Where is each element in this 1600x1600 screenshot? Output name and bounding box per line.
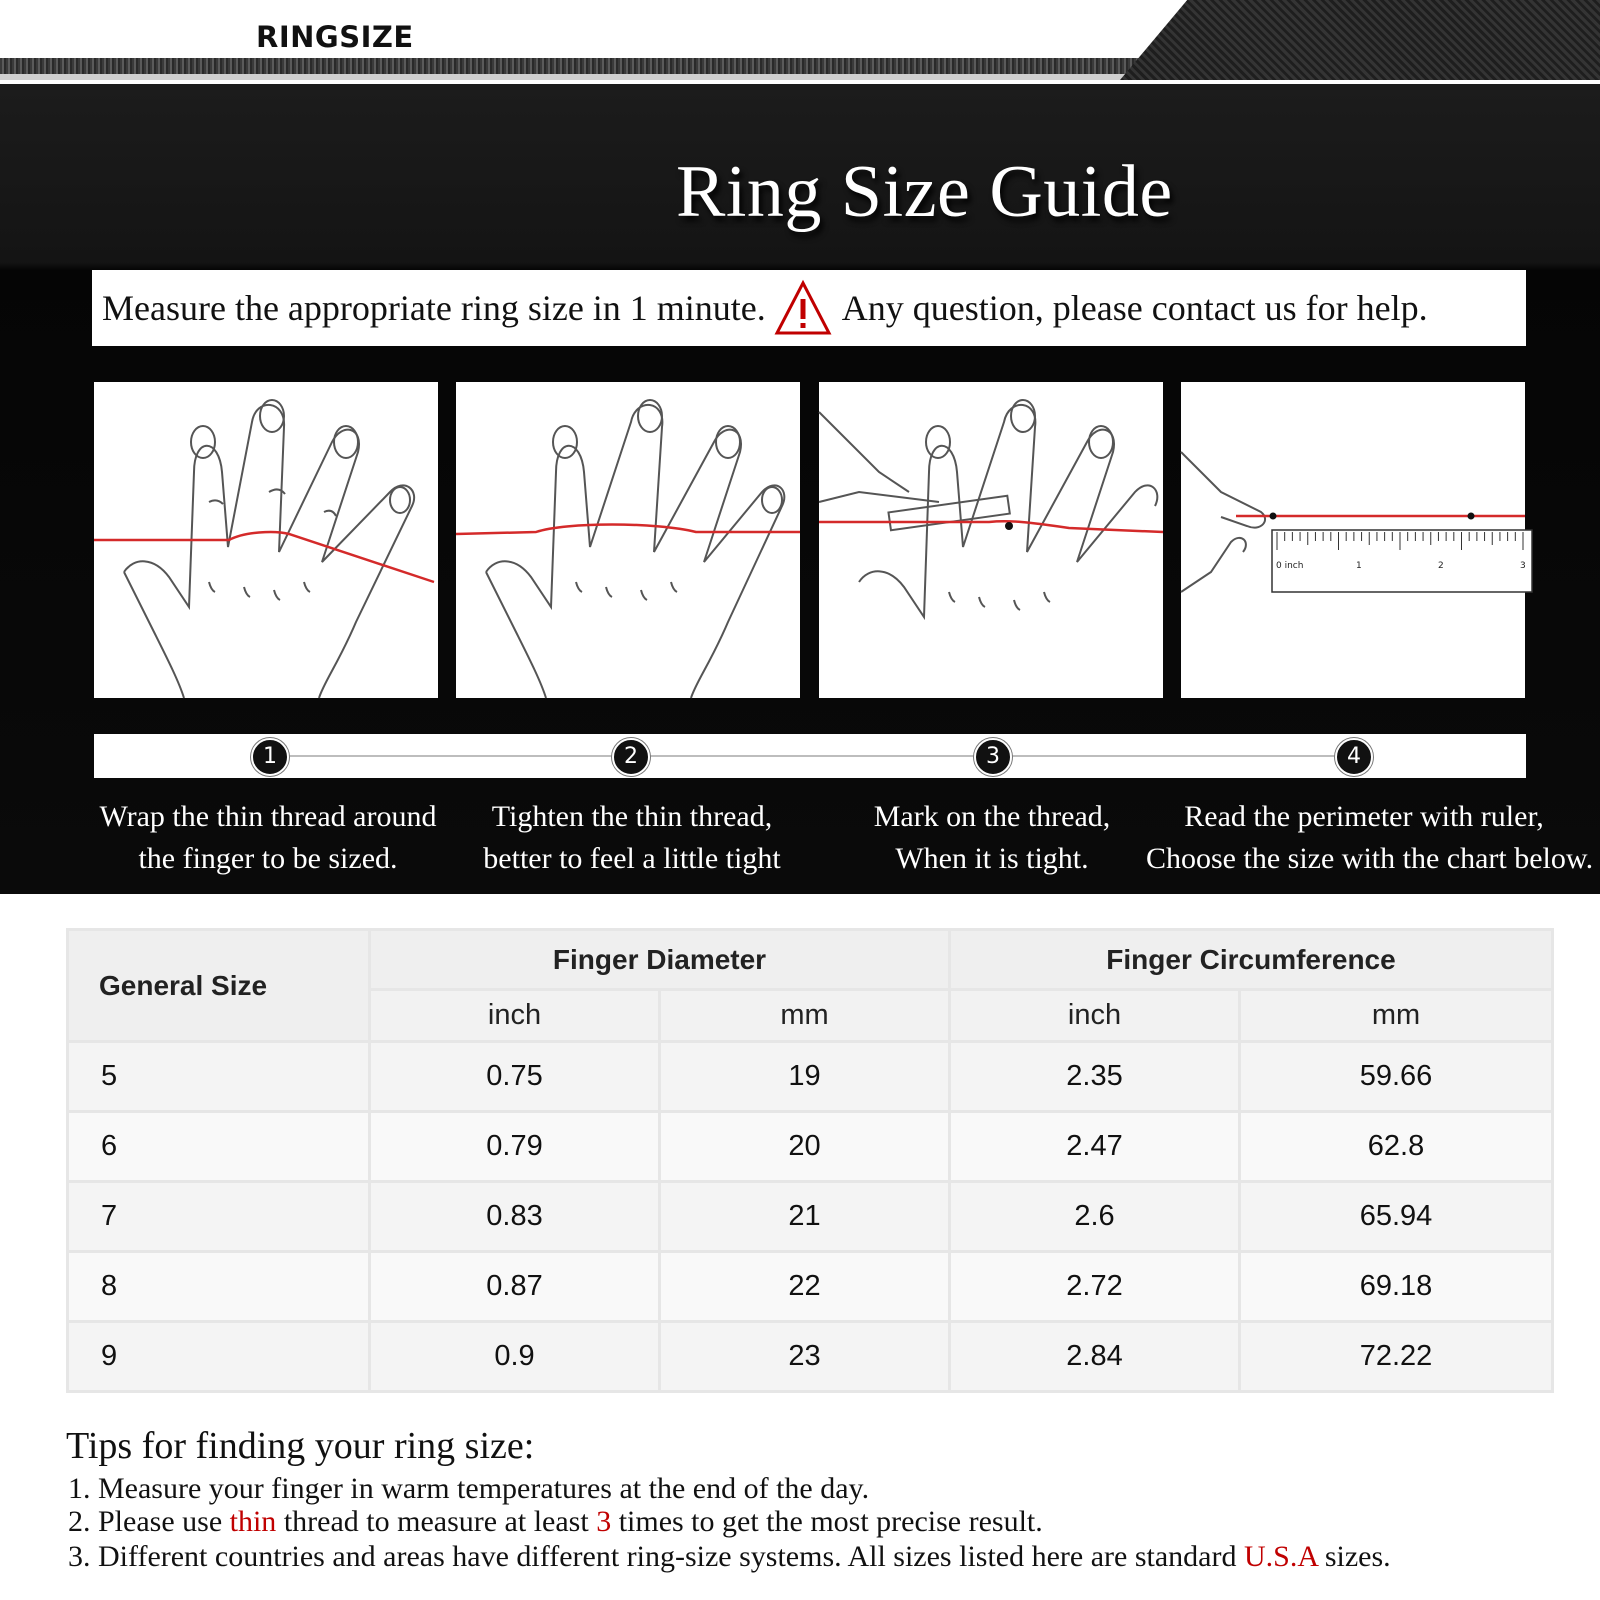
header-diameter-mm: mm bbox=[660, 990, 950, 1042]
cell-diameter-mm: 20 bbox=[660, 1112, 950, 1182]
help-text: Any question, please contact us for help. bbox=[841, 288, 1428, 328]
step-2-caption-line1: Tighten the thin thread, bbox=[491, 800, 773, 833]
step-1-caption-line2: the finger to be sized. bbox=[138, 842, 398, 875]
step-3-caption-line1: Mark on the thread, bbox=[873, 800, 1111, 833]
cell-diameter-mm: 23 bbox=[660, 1322, 950, 1392]
header-circumference-inch: inch bbox=[950, 990, 1240, 1042]
guide-title: Ring Size Guide bbox=[676, 151, 1173, 233]
step-number-3: 3 bbox=[974, 738, 1012, 776]
cell-diameter-inch: 0.9 bbox=[370, 1322, 660, 1392]
ring-size-table bbox=[66, 928, 1554, 1393]
brand-label: RINGSIZE bbox=[256, 20, 414, 54]
step-1-caption-line1: Wrap the thin thread around bbox=[99, 800, 437, 833]
step-number-4: 4 bbox=[1335, 738, 1373, 776]
tip-3 bbox=[68, 1540, 1391, 1574]
cell-circumference-inch: 2.35 bbox=[950, 1042, 1240, 1112]
header-diameter-inch: inch bbox=[370, 990, 660, 1042]
cell-general-size: 8 bbox=[68, 1252, 370, 1322]
tips-title: Tips for finding your ring size: bbox=[66, 1425, 535, 1467]
tip-2-text: times to get the most precise result. bbox=[611, 1505, 1043, 1538]
cell-circumference-inch: 2.47 bbox=[950, 1112, 1240, 1182]
step-2-illustration bbox=[456, 382, 800, 698]
tip-2-highlight-thin: thin bbox=[229, 1505, 277, 1538]
header-finger-circumference: Finger Circumference bbox=[950, 930, 1553, 990]
banner-stripe-highlight bbox=[0, 74, 1180, 80]
table-row bbox=[68, 1182, 1553, 1252]
step-3-caption-line2: When it is tight. bbox=[895, 842, 1089, 875]
cell-diameter-inch: 0.83 bbox=[370, 1182, 660, 1252]
warning-icon bbox=[774, 279, 832, 337]
tip-1: 1. Measure your finger in warm temperatures at the end of the day. bbox=[68, 1472, 870, 1505]
hand-thread-wrap-icon bbox=[94, 382, 438, 698]
step-1-caption bbox=[98, 796, 438, 880]
step-number-1: 1 bbox=[251, 738, 289, 776]
hand-pen-mark-icon bbox=[819, 382, 1163, 698]
cell-general-size: 7 bbox=[68, 1182, 370, 1252]
tip-2-highlight-count: 3 bbox=[596, 1505, 612, 1538]
cell-diameter-inch: 0.87 bbox=[370, 1252, 660, 1322]
table-row bbox=[68, 1112, 1553, 1182]
cell-diameter-inch: 0.75 bbox=[370, 1042, 660, 1112]
header-circumference-mm: mm bbox=[1240, 990, 1553, 1042]
step-2-caption bbox=[462, 796, 802, 880]
tip-2 bbox=[68, 1505, 1043, 1539]
steps-progress-bar bbox=[94, 734, 1526, 778]
step-4-caption bbox=[1146, 796, 1594, 880]
step-4-caption-line2: Choose the size with the chart below. bbox=[1146, 842, 1594, 875]
banner-corner-texture bbox=[1120, 0, 1600, 80]
ruler-tick-label: 1 bbox=[1356, 561, 1362, 571]
cell-circumference-mm: 72.22 bbox=[1240, 1322, 1553, 1392]
cell-general-size: 9 bbox=[68, 1322, 370, 1392]
cell-diameter-mm: 22 bbox=[660, 1252, 950, 1322]
step-1-illustration bbox=[94, 382, 438, 698]
ruler-tick-label: 3 bbox=[1520, 561, 1526, 571]
cell-circumference-mm: 69.18 bbox=[1240, 1252, 1553, 1322]
cell-general-size: 5 bbox=[68, 1042, 370, 1112]
cell-general-size: 6 bbox=[68, 1112, 370, 1182]
table-row bbox=[68, 1042, 1553, 1112]
top-banner bbox=[0, 0, 1600, 84]
table-row bbox=[68, 1322, 1553, 1392]
tip-3-text: sizes. bbox=[1317, 1540, 1391, 1573]
cell-circumference-mm: 65.94 bbox=[1240, 1182, 1553, 1252]
tip-2-text: 2. Please use bbox=[68, 1505, 230, 1538]
steps-connector-line bbox=[274, 755, 1354, 757]
cell-diameter-inch: 0.79 bbox=[370, 1112, 660, 1182]
measure-text: Measure the appropriate ring size in 1 minute. bbox=[102, 288, 766, 328]
cell-circumference-inch: 2.84 bbox=[950, 1322, 1240, 1392]
cell-diameter-mm: 19 bbox=[660, 1042, 950, 1112]
cell-diameter-mm: 21 bbox=[660, 1182, 950, 1252]
ruler-tick-label: 2 bbox=[1438, 561, 1444, 571]
cell-circumference-inch: 2.6 bbox=[950, 1182, 1240, 1252]
step-3-illustration bbox=[819, 382, 1163, 698]
cell-circumference-inch: 2.72 bbox=[950, 1252, 1240, 1322]
step-number-2: 2 bbox=[612, 738, 650, 776]
table-row bbox=[68, 1252, 1553, 1322]
cell-circumference-mm: 59.66 bbox=[1240, 1042, 1553, 1112]
measure-notice bbox=[92, 270, 1526, 346]
tip-2-text: thread to measure at least bbox=[276, 1505, 597, 1538]
step-2-caption-line2: better to feel a little tight bbox=[483, 842, 781, 875]
cell-circumference-mm: 62.8 bbox=[1240, 1112, 1553, 1182]
header-finger-diameter: Finger Diameter bbox=[370, 930, 950, 990]
step-3-caption bbox=[832, 796, 1152, 880]
tip-3-text: 3. Different countries and areas have different ring-size systems. All sizes listed here are standard bbox=[68, 1540, 1244, 1573]
hand-thread-tighten-icon bbox=[456, 382, 800, 698]
ruler-zero-label: 0 inch bbox=[1276, 561, 1304, 571]
step-4-caption-line1: Read the perimeter with ruler, bbox=[1184, 800, 1544, 833]
tip-3-highlight-usa: U.S.A bbox=[1243, 1540, 1318, 1573]
ruler-measure-icon bbox=[1181, 382, 1525, 698]
step-4-illustration bbox=[1181, 382, 1525, 698]
header-general-size: General Size bbox=[68, 930, 370, 1042]
